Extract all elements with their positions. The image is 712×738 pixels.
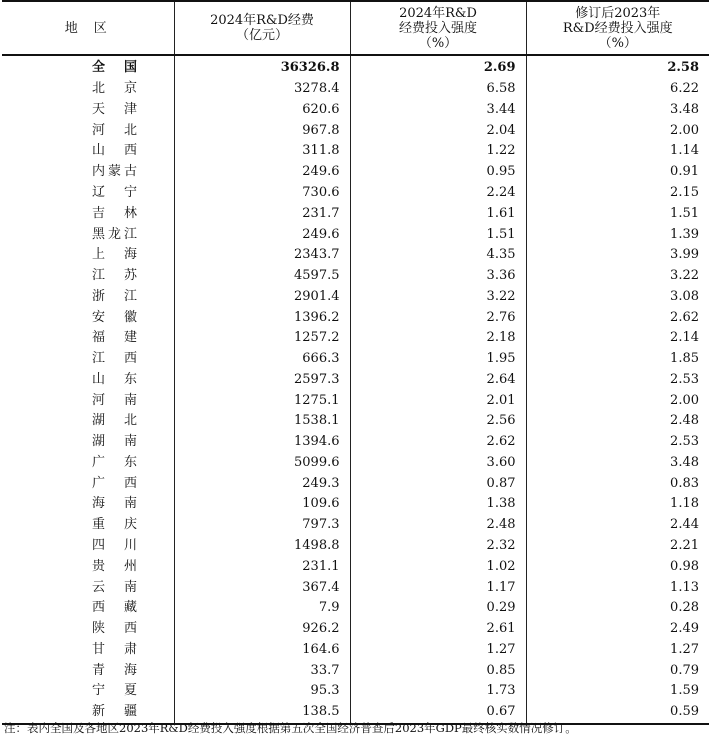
intensity-2023-cell: 3.48 (526, 100, 709, 121)
expenditure-cell: 666.3 (174, 349, 350, 370)
region-name: 海南 (92, 496, 157, 512)
region-cell (2, 577, 174, 598)
header-intensity-2024-line-3: （%） (418, 35, 458, 51)
region-name: 青海 (92, 662, 157, 678)
intensity-2023-cell: 2.62 (526, 307, 709, 328)
intensity-2024-cell: 6.58 (350, 79, 526, 100)
intensity-2023-cell: 2.58 (526, 55, 709, 79)
table-row (2, 79, 709, 100)
region-cell (2, 79, 174, 100)
intensity-2024-cell: 3.44 (350, 100, 526, 121)
header-intensity-2023-line-1: 修订后2023年 (575, 5, 661, 21)
intensity-2024-cell: 2.69 (350, 55, 526, 79)
intensity-2023-cell: 2.00 (526, 390, 709, 411)
expenditure-cell: 3278.4 (174, 79, 350, 100)
intensity-2023-cell: 1.85 (526, 349, 709, 370)
table-row (2, 203, 709, 224)
region-name: 安徽 (92, 309, 157, 325)
region-cell (2, 55, 174, 79)
region-name: 上海 (92, 247, 157, 263)
intensity-2023-cell: 3.99 (526, 245, 709, 266)
expenditure-cell: 2597.3 (174, 369, 350, 390)
intensity-2023-cell: 1.14 (526, 141, 709, 162)
intensity-2023-cell: 0.91 (526, 162, 709, 183)
region-name: 甘肃 (92, 641, 157, 657)
intensity-2023-cell: 0.79 (526, 660, 709, 681)
table-row (2, 681, 709, 702)
region-cell (2, 307, 174, 328)
region-cell (2, 162, 174, 183)
region-name: 河南 (92, 392, 157, 408)
header-expenditure (174, 1, 350, 55)
expenditure-cell: 1394.6 (174, 432, 350, 453)
table-row (2, 141, 709, 162)
expenditure-cell: 1257.2 (174, 328, 350, 349)
intensity-2023-cell: 2.53 (526, 432, 709, 453)
table-row (2, 536, 709, 557)
expenditure-cell: 138.5 (174, 702, 350, 724)
intensity-2023-cell: 1.39 (526, 224, 709, 245)
region-cell (2, 183, 174, 204)
region-name: 宁夏 (92, 683, 157, 699)
intensity-2023-cell: 2.15 (526, 183, 709, 204)
table-row (2, 224, 709, 245)
table-row (2, 660, 709, 681)
region-name: 吉林 (92, 205, 157, 221)
region-cell (2, 681, 174, 702)
intensity-2024-cell: 2.32 (350, 536, 526, 557)
region-cell (2, 598, 174, 619)
table-row (2, 619, 709, 640)
intensity-2023-cell: 0.83 (526, 473, 709, 494)
intensity-2024-cell: 2.61 (350, 619, 526, 640)
region-name: 云南 (92, 579, 157, 595)
table-body (2, 55, 709, 724)
intensity-2024-cell: 4.35 (350, 245, 526, 266)
intensity-2023-cell: 2.49 (526, 619, 709, 640)
table-row (2, 390, 709, 411)
rd-expenditure-table (2, 0, 709, 725)
region-cell (2, 473, 174, 494)
intensity-2023-cell: 6.22 (526, 79, 709, 100)
intensity-2024-cell: 1.73 (350, 681, 526, 702)
region-name: 福建 (92, 330, 157, 346)
intensity-2023-cell: 0.59 (526, 702, 709, 724)
intensity-2023-cell: 3.22 (526, 266, 709, 287)
table-row (2, 183, 709, 204)
region-name: 河北 (92, 122, 157, 138)
header-expenditure-line-2: （亿元） (235, 28, 288, 43)
region-name: 重庆 (92, 517, 157, 533)
table-row (2, 266, 709, 287)
expenditure-cell: 33.7 (174, 660, 350, 681)
intensity-2024-cell: 2.56 (350, 411, 526, 432)
rd-expenditure-table-frame (2, 0, 709, 718)
intensity-2023-cell: 2.00 (526, 120, 709, 141)
header-intensity-2024 (350, 1, 526, 55)
expenditure-cell: 249.6 (174, 162, 350, 183)
intensity-2024-cell: 1.27 (350, 639, 526, 660)
intensity-2023-cell: 3.48 (526, 453, 709, 474)
intensity-2023-cell: 2.21 (526, 536, 709, 557)
intensity-2023-cell: 3.08 (526, 286, 709, 307)
region-cell (2, 515, 174, 536)
region-name: 四川 (92, 537, 157, 553)
expenditure-cell: 36326.8 (174, 55, 350, 79)
table-row (2, 328, 709, 349)
intensity-2024-cell: 2.24 (350, 183, 526, 204)
header-intensity-2024-line-1: 2024年R&D (399, 5, 477, 21)
table-row (2, 432, 709, 453)
table-row (2, 453, 709, 474)
intensity-2024-cell: 1.61 (350, 203, 526, 224)
region-cell (2, 536, 174, 557)
expenditure-cell: 95.3 (174, 681, 350, 702)
intensity-2023-cell: 2.53 (526, 369, 709, 390)
region-cell (2, 266, 174, 287)
expenditure-cell: 2343.7 (174, 245, 350, 266)
expenditure-cell: 164.6 (174, 639, 350, 660)
intensity-2024-cell: 2.01 (350, 390, 526, 411)
region-name: 山东 (92, 371, 157, 387)
expenditure-cell: 1498.8 (174, 536, 350, 557)
intensity-2024-cell: 1.17 (350, 577, 526, 598)
region-cell (2, 120, 174, 141)
intensity-2023-cell: 0.98 (526, 556, 709, 577)
region-name: 江西 (92, 351, 157, 367)
region-cell (2, 203, 174, 224)
table-row (2, 639, 709, 660)
table-row (2, 473, 709, 494)
table-row (2, 411, 709, 432)
intensity-2024-cell: 3.22 (350, 286, 526, 307)
region-name: 全国 (92, 60, 157, 76)
table-row (2, 307, 709, 328)
intensity-2024-cell: 1.95 (350, 349, 526, 370)
region-name: 陕西 (92, 621, 157, 637)
region-cell (2, 369, 174, 390)
intensity-2023-cell: 1.13 (526, 577, 709, 598)
region-cell (2, 100, 174, 121)
expenditure-cell: 249.3 (174, 473, 350, 494)
intensity-2023-cell: 1.51 (526, 203, 709, 224)
region-name: 浙江 (92, 288, 157, 304)
expenditure-cell: 1538.1 (174, 411, 350, 432)
region-name: 新疆 (92, 704, 157, 720)
intensity-2024-cell: 3.60 (350, 453, 526, 474)
expenditure-cell: 249.6 (174, 224, 350, 245)
table-row (2, 286, 709, 307)
intensity-2023-cell: 1.59 (526, 681, 709, 702)
region-cell (2, 286, 174, 307)
expenditure-cell: 231.1 (174, 556, 350, 577)
intensity-2024-cell: 0.85 (350, 660, 526, 681)
region-name: 西藏 (92, 600, 157, 616)
expenditure-cell: 231.7 (174, 203, 350, 224)
region-name: 天津 (92, 101, 157, 117)
region-name: 贵州 (92, 558, 157, 574)
intensity-2024-cell: 0.87 (350, 473, 526, 494)
intensity-2024-cell: 2.48 (350, 515, 526, 536)
intensity-2024-cell: 2.18 (350, 328, 526, 349)
region-name: 江苏 (92, 268, 157, 284)
region-name: 黑龙江 (92, 226, 137, 242)
intensity-2023-cell: 1.18 (526, 494, 709, 515)
region-cell (2, 224, 174, 245)
region-cell (2, 390, 174, 411)
region-name: 北京 (92, 81, 157, 97)
expenditure-cell: 926.2 (174, 619, 350, 640)
table-header-row (2, 1, 709, 55)
intensity-2024-cell: 1.22 (350, 141, 526, 162)
table-row (2, 245, 709, 266)
region-cell (2, 328, 174, 349)
region-cell (2, 432, 174, 453)
expenditure-cell: 620.6 (174, 100, 350, 121)
table-row (2, 120, 709, 141)
expenditure-cell: 4597.5 (174, 266, 350, 287)
table-row (2, 369, 709, 390)
region-cell (2, 349, 174, 370)
intensity-2024-cell: 0.29 (350, 598, 526, 619)
expenditure-cell: 1396.2 (174, 307, 350, 328)
intensity-2023-cell: 1.27 (526, 639, 709, 660)
expenditure-cell: 7.9 (174, 598, 350, 619)
footnote: 注：表内全国及各地区2023年R&D经费投入强度根据第五次全国经济普查后2023年GDP最终核实数情况修订。 (4, 721, 577, 735)
region-name: 广西 (92, 475, 157, 491)
table-row (2, 349, 709, 370)
region-cell (2, 411, 174, 432)
intensity-2024-cell: 0.95 (350, 162, 526, 183)
header-intensity-2023-line-3: （%） (598, 35, 637, 51)
region-name: 内蒙古 (92, 164, 137, 180)
table-row (2, 598, 709, 619)
region-cell (2, 619, 174, 640)
header-region: 地区 (2, 1, 174, 55)
intensity-2024-cell: 1.02 (350, 556, 526, 577)
intensity-2024-cell: 2.64 (350, 369, 526, 390)
region-cell (2, 141, 174, 162)
table-row (2, 494, 709, 515)
table-row (2, 515, 709, 536)
table-row (2, 162, 709, 183)
table-row-total (2, 55, 709, 79)
intensity-2023-cell: 0.28 (526, 598, 709, 619)
expenditure-cell: 2901.4 (174, 286, 350, 307)
expenditure-cell: 367.4 (174, 577, 350, 598)
region-cell (2, 245, 174, 266)
region-cell (2, 660, 174, 681)
header-intensity-2024-line-2: 经费投入强度 (398, 20, 477, 36)
intensity-2024-cell: 0.67 (350, 702, 526, 724)
region-name: 湖北 (92, 413, 157, 429)
table-row (2, 556, 709, 577)
expenditure-cell: 109.6 (174, 494, 350, 515)
intensity-2024-cell: 2.62 (350, 432, 526, 453)
expenditure-cell: 967.8 (174, 120, 350, 141)
expenditure-cell: 1275.1 (174, 390, 350, 411)
region-name: 湖南 (92, 434, 157, 450)
intensity-2024-cell: 1.51 (350, 224, 526, 245)
intensity-2023-cell: 2.14 (526, 328, 709, 349)
intensity-2024-cell: 3.36 (350, 266, 526, 287)
region-cell (2, 453, 174, 474)
intensity-2024-cell: 2.04 (350, 120, 526, 141)
expenditure-cell: 730.6 (174, 183, 350, 204)
header-expenditure-line-1: 2024年R&D经费 (210, 13, 314, 28)
expenditure-cell: 797.3 (174, 515, 350, 536)
region-name: 辽宁 (92, 184, 157, 200)
intensity-2023-cell: 2.48 (526, 411, 709, 432)
region-cell (2, 494, 174, 515)
header-intensity-2023-revised (526, 1, 709, 55)
header-intensity-2023-line-2: R&D经费投入强度 (562, 20, 673, 36)
table-row (2, 577, 709, 598)
table-row (2, 100, 709, 121)
intensity-2024-cell: 1.38 (350, 494, 526, 515)
region-name: 山西 (92, 143, 157, 159)
intensity-2023-cell: 2.44 (526, 515, 709, 536)
expenditure-cell: 311.8 (174, 141, 350, 162)
intensity-2024-cell: 2.76 (350, 307, 526, 328)
region-name: 广东 (92, 454, 157, 470)
region-cell (2, 556, 174, 577)
region-cell (2, 639, 174, 660)
expenditure-cell: 5099.6 (174, 453, 350, 474)
